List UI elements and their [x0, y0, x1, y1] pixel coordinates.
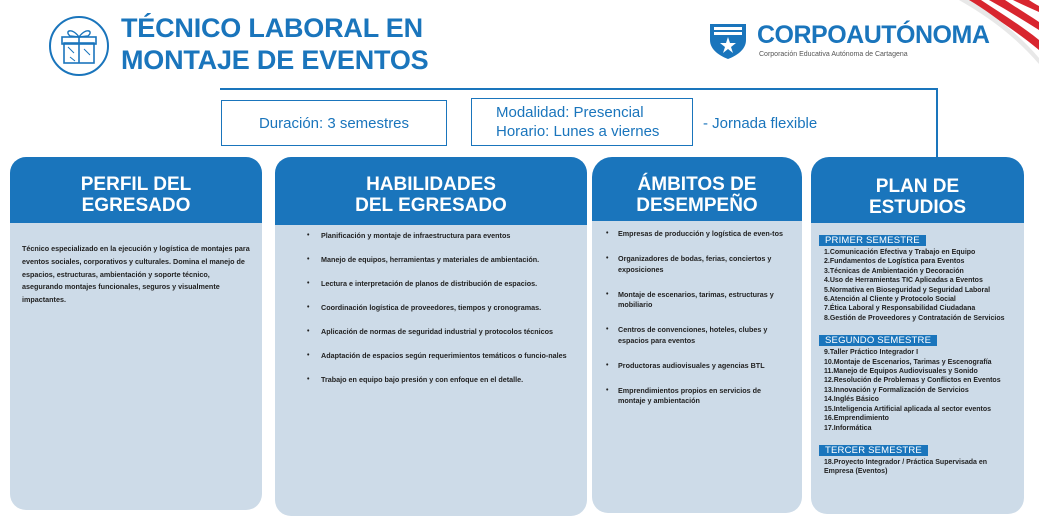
ambitos-title-line-2: DESEMPEÑO [636, 195, 758, 216]
perfil-title-line-1: PERFIL DEL [80, 174, 192, 195]
gift-box-icon [48, 15, 110, 77]
list-item: • Lectura e interpretación de planos de distribución de espacios. [305, 279, 573, 290]
course-item: 8.Gestión de Proveedores y Contratación de Servicios [824, 314, 1005, 322]
page-title [121, 12, 428, 76]
divider-line [220, 88, 938, 90]
course-item: 10.Montaje de Escenarios, Tarimas y Escenografía [824, 358, 992, 366]
plan-title-line-1: PLAN DE [875, 176, 960, 197]
course-item: 5.Normativa en Bioseguridad y Seguridad Laboral [824, 286, 991, 294]
list-item: • Centros de convenciones, hoteles, clubes y espacios para eventos [604, 325, 790, 346]
course-item: 6.Atención al Cliente y Protocolo Social [824, 296, 956, 304]
semester-title: TERCER SEMESTRE [819, 445, 928, 456]
plan-heading [811, 157, 1024, 223]
semester-block [819, 230, 1018, 323]
list-item: • Coordinación logística de proveedores, tiempos y cronogramas. [305, 303, 573, 314]
semester-title: PRIMER SEMESTRE [819, 235, 926, 246]
habilidades-list [305, 231, 573, 386]
semester-block [819, 440, 1018, 477]
duration-text: Duración: 3 semestres [258, 115, 410, 132]
list-item: • Trabajo en equipo bajo presión y con enfoque en el detalle. [305, 375, 573, 386]
ambitos-title-line-1: ÁMBITOS DE [637, 174, 757, 195]
course-item: 3.Técnicas de Ambientación y Decoración [824, 267, 964, 275]
semester-title: SEGUNDO SEMESTRE [819, 335, 937, 346]
title-line-2: MONTAJE DE EVENTOS [121, 45, 429, 75]
habilidades-title-line-2: DEL EGRESADO [355, 195, 507, 216]
modality-box [471, 98, 693, 146]
course-item: 11.Manejo de Equipos Audiovisuales y Sonido [824, 368, 978, 376]
perfil-title-line-2: EGRESADO [81, 195, 191, 216]
course-item: 1.Comunicación Efectiva y Trabajo en Equipo [824, 249, 976, 256]
list-item: • Emprendimientos propios en servicios de montaje y ambientación [604, 386, 790, 407]
course-item: 18.Proyecto Integrador / Práctica Supervisada en Empresa (Eventos) [824, 458, 988, 476]
habilidades-heading [275, 157, 587, 225]
perfil-heading [10, 157, 262, 223]
list-item: • Empresas de producción y logística de even-tos [604, 229, 790, 240]
ambitos-list [604, 229, 790, 407]
perfil-text: Técnico especializado en la ejecución y logística de montajes para eventos sociales, corporativos y culturales. Domina el manejo de espacios, estructuras, ambientación y soporte técnico, asegurando montajes funcionales, seguros y visualmente impactantes. [22, 244, 250, 305]
list-item: • Montaje de escenarios, tarimas, estructuras y mobiliario [604, 290, 790, 311]
list-item: • Aplicación de normas de seguridad industrial y protocolos técnicos [305, 327, 573, 338]
habilidades-title-line-1: HABILIDADES [366, 174, 496, 195]
divider-line-vertical [936, 88, 938, 158]
title-line-1: TÉCNICO LABORAL EN [121, 13, 423, 43]
flag-decoration [929, 0, 1039, 70]
brand-subtitle: Corporación Educativa Autónoma de Cartagena [759, 51, 908, 58]
course-item: 14.Inglés Básico [824, 396, 879, 404]
ambitos-heading [592, 157, 802, 221]
course-item: 12.Resolución de Problemas y Conflictos en Eventos [824, 377, 1001, 385]
schedule-extra: - Jornada flexible [703, 115, 818, 132]
perfil-body [10, 223, 262, 510]
habilidades-body [275, 225, 587, 516]
course-item: 4.Uso de Herramientas TIC Aplicadas a Eventos [824, 277, 983, 285]
course-item: 9.Taller Práctico Integrador I [824, 349, 919, 357]
course-item: 16.Emprendimiento [824, 415, 889, 423]
course-item: 13.Innovación y Formalización de Servicios [824, 386, 969, 394]
ambitos-body [592, 221, 802, 513]
list-item: • Organizadores de bodas, ferias, conciertos y exposiciones [604, 254, 790, 275]
schedule-text: Horario: Lunes a viernes [496, 123, 660, 140]
list-item: • Productoras audiovisuales y agencias BTL [604, 361, 790, 372]
semester-block [819, 330, 1018, 433]
course-item: 7.Ética Laboral y Responsabilidad Ciudadana [824, 305, 976, 313]
modality-text: Modalidad: Presencial [496, 104, 644, 121]
course-item: 17.Informática [824, 424, 872, 432]
plan-title-line-2: ESTUDIOS [868, 197, 967, 218]
brand-logo [706, 20, 990, 64]
shield-star-icon [706, 20, 750, 60]
course-item: 2.Fundamentos de Logística para Eventos [824, 258, 965, 266]
brand-name: CORPOAUTÓNOMA [757, 21, 990, 49]
duration-box [221, 100, 447, 146]
course-item: 15.Inteligencia Artificial aplicada al sector eventos [824, 405, 992, 413]
plan-body [811, 223, 1024, 514]
list-item: • Manejo de equipos, herramientas y materiales de ambientación. [305, 255, 573, 266]
list-item: • Planificación y montaje de infraestructura para eventos [305, 231, 573, 242]
list-item: • Adaptación de espacios según requerimientos temáticos o funcio-nales [305, 351, 573, 362]
